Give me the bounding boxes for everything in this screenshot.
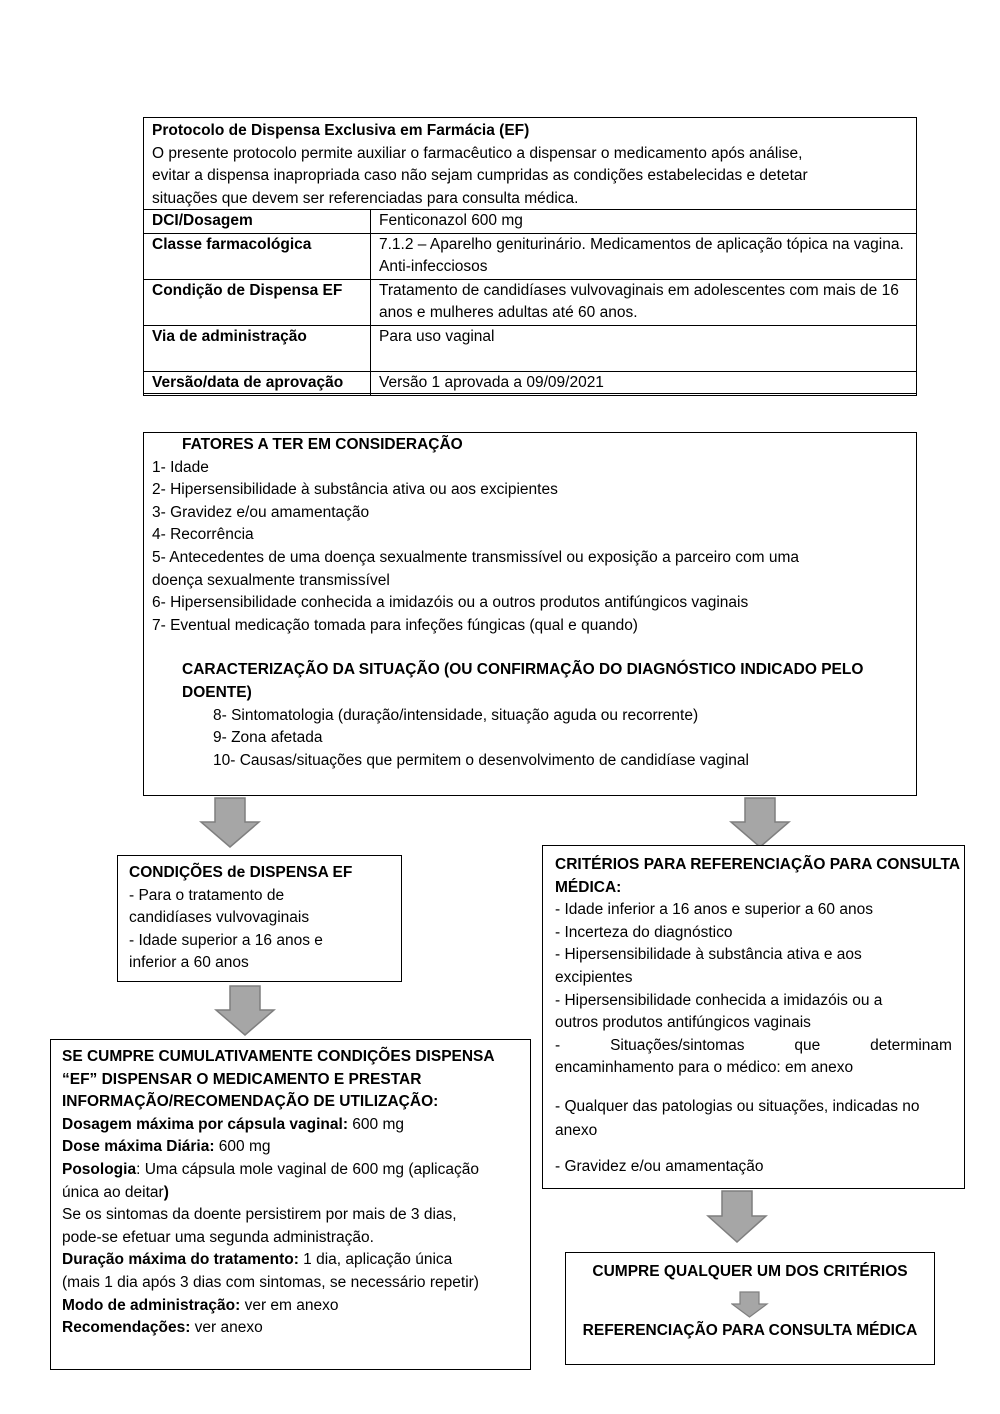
table-row [144, 210, 917, 234]
situation-item: 9- Zona afetada [213, 729, 323, 747]
condition-line: - Para o tratamento de [129, 886, 285, 904]
arrow-down-icon [214, 985, 276, 1037]
conditions-title: CONDIÇÕES de DISPENSA EF [129, 864, 353, 881]
criteria-line: - Idade inferior a 16 anos e superior a 60 anos [555, 901, 873, 919]
factors-box [143, 432, 917, 796]
row-key: Via de administração [144, 325, 371, 371]
situation-item: 8- Sintomatologia (duração/intensidade, situação aguda ou recorrente) [213, 706, 699, 724]
row-key: Versão/data de aprovação [144, 371, 371, 395]
duration-label: Duração máxima do tratamento: [62, 1251, 299, 1269]
dose-daily-line [62, 1136, 520, 1159]
criteria-line: - Hipersensibilidade à substância ativa e aos [555, 946, 862, 964]
criteria-word: determinam [870, 1036, 952, 1054]
row-value: Fenticonazol 600 mg [371, 210, 917, 234]
row-key: Condição de Dispensa EF [144, 279, 371, 325]
row-value: Tratamento de candidíases vulvovaginais em adolescentes com mais de 16 anos e mulheres adultas até 60 anos. [371, 279, 917, 325]
situation-title: CARACTERIZAÇÃO DA SITUAÇÃO (OU CONFIRMAÇÃO DO DIAGNÓSTICO INDICADO PELO [182, 661, 864, 679]
condition-line: - Idade superior a 16 anos e [129, 931, 323, 949]
factor-item: 5- Antecedentes de uma doença sexualmente transmissível ou exposição a parceiro com uma [152, 548, 800, 566]
protocol-header-table [143, 117, 917, 394]
table-row [144, 279, 917, 325]
recommendations-value: ver anexo [190, 1319, 263, 1337]
symptoms-line: pode-se efetuar uma segunda administração. [62, 1228, 374, 1246]
duration-line [62, 1249, 520, 1272]
administration-label: Modo de administração: [62, 1296, 241, 1314]
dose-capsule-label: Dosagem máxima por cápsula vaginal: [62, 1115, 348, 1133]
criteria-line: outros produtos antifúngicos vaginais [555, 1014, 811, 1032]
criteria-line: - Hipersensibilidade conhecida a imidazóis ou a [555, 991, 883, 1009]
dispense-title: “EF” DISPENSAR O MEDICAMENTO E PRESTAR [62, 1070, 422, 1088]
arrow-down-icon [706, 1190, 768, 1244]
criteria-justified-line [555, 1035, 952, 1058]
symptoms-line: Se os sintomas da doente persistirem por mais de 3 dias, [62, 1206, 457, 1224]
factor-item: 6- Hipersensibilidade conhecida a imidazóis ou a outros produtos antifúngicos vaginais [152, 594, 749, 612]
criteria-line: anexo [555, 1121, 598, 1139]
arrow-down-icon [731, 1291, 769, 1319]
condition-line: inferior a 60 anos [129, 954, 249, 972]
posology-value: : Uma cápsula mole vaginal de 600 mg (aplicação [136, 1160, 479, 1178]
criteria-word: que [794, 1036, 821, 1054]
dose-capsule-value: 600 mg [348, 1115, 405, 1133]
referral-result-box [565, 1252, 935, 1365]
recommendations-line [62, 1317, 520, 1340]
dispense-conditions-box [117, 855, 402, 982]
referral-result: REFERENCIAÇÃO PARA CONSULTA MÉDICA [582, 1322, 918, 1339]
dose-capsule-line [62, 1114, 520, 1137]
criteria-line: - Gravidez e/ou amamentação [555, 1157, 764, 1175]
protocol-intro [144, 118, 916, 210]
factors-title: FATORES A TER EM CONSIDERAÇÃO [182, 436, 463, 453]
posology-value: única ao deitar [62, 1183, 164, 1201]
criteria-line: excipientes [555, 968, 633, 986]
recommendations-label: Recomendações: [62, 1319, 191, 1337]
protocol-info-table [143, 209, 917, 396]
administration-line [62, 1295, 520, 1318]
intro-line: situações que devem ser referenciadas para consulta médica. [152, 189, 579, 207]
condition-line: candidíases vulvovaginais [129, 909, 310, 927]
row-value: Para uso vaginal [371, 325, 917, 371]
criteria-line: - Qualquer das patologias ou situações, indicadas no [555, 1097, 920, 1115]
criteria-title: CRITÉRIOS PARA REFERENCIAÇÃO PARA CONSULTA [555, 856, 961, 873]
dispense-title: SE CUMPRE CUMULATIVAMENTE CONDIÇÕES DISPENSA [62, 1048, 495, 1065]
criteria-line: - Incerteza do diagnóstico [555, 923, 733, 941]
factor-item: 2- Hipersensibilidade à substância ativa ou aos excipientes [152, 481, 558, 499]
row-value: 7.1.2 – Aparelho geniturinário. Medicamentos de aplicação tópica na vagina. Anti-infecciosos [371, 233, 917, 279]
row-value: Versão 1 aprovada a 09/09/2021 [371, 371, 917, 395]
posology-line [62, 1182, 520, 1205]
dispense-instructions-box [50, 1039, 531, 1370]
intro-line: O presente protocolo permite auxiliar o farmacêutico a dispensar o medicamento após análise, [152, 144, 803, 162]
factor-item: 4- Recorrência [152, 526, 254, 544]
posology-line [62, 1159, 520, 1182]
dispense-title: INFORMAÇÃO/RECOMENDAÇÃO DE UTILIZAÇÃO: [62, 1093, 439, 1111]
criteria-title: MÉDICA: [555, 878, 622, 896]
protocol-title: Protocolo de Dispensa Exclusiva em Farmácia (EF) [152, 122, 530, 139]
referral-criteria-box [542, 845, 965, 1189]
factor-item: 7- Eventual medicação tomada para infeções fúngicas (qual e quando) [152, 616, 638, 634]
row-key: Classe farmacológica [144, 233, 371, 279]
duration-value: 1 dia, aplicação única [298, 1251, 453, 1269]
table-row [144, 325, 917, 371]
factor-item: doença sexualmente transmissível [152, 571, 390, 589]
arrow-down-icon [199, 797, 261, 849]
intro-line: evitar a dispensa inapropriada caso não sejam cumpridas as condições estabelecidas e detetar [152, 167, 808, 185]
posology-close: ) [163, 1183, 169, 1201]
factor-item: 3- Gravidez e/ou amamentação [152, 503, 370, 521]
criteria-word: Situações/sintomas [610, 1036, 745, 1054]
duration-line: (mais 1 dia após 3 dias com sintomas, se necessário repetir) [62, 1273, 479, 1291]
dose-daily-value: 600 mg [214, 1138, 271, 1156]
administration-value: ver em anexo [240, 1296, 339, 1314]
referral-title: CUMPRE QUALQUER UM DOS CRITÉRIOS [592, 1263, 908, 1280]
criteria-line: encaminhamento para o médico: em anexo [555, 1059, 854, 1077]
table-row [144, 233, 917, 279]
situation-item: 10- Causas/situações que permitem o desenvolvimento de candidíase vaginal [213, 751, 749, 769]
situation-title: DOENTE) [182, 683, 252, 701]
table-row [144, 371, 917, 395]
dose-daily-label: Dose máxima Diária: [62, 1138, 215, 1156]
criteria-word: - [555, 1036, 561, 1054]
posology-label: Posologia [62, 1160, 137, 1178]
factor-item: 1- Idade [152, 458, 209, 476]
row-key: DCI/Dosagem [144, 210, 371, 234]
arrow-down-icon [729, 797, 791, 849]
